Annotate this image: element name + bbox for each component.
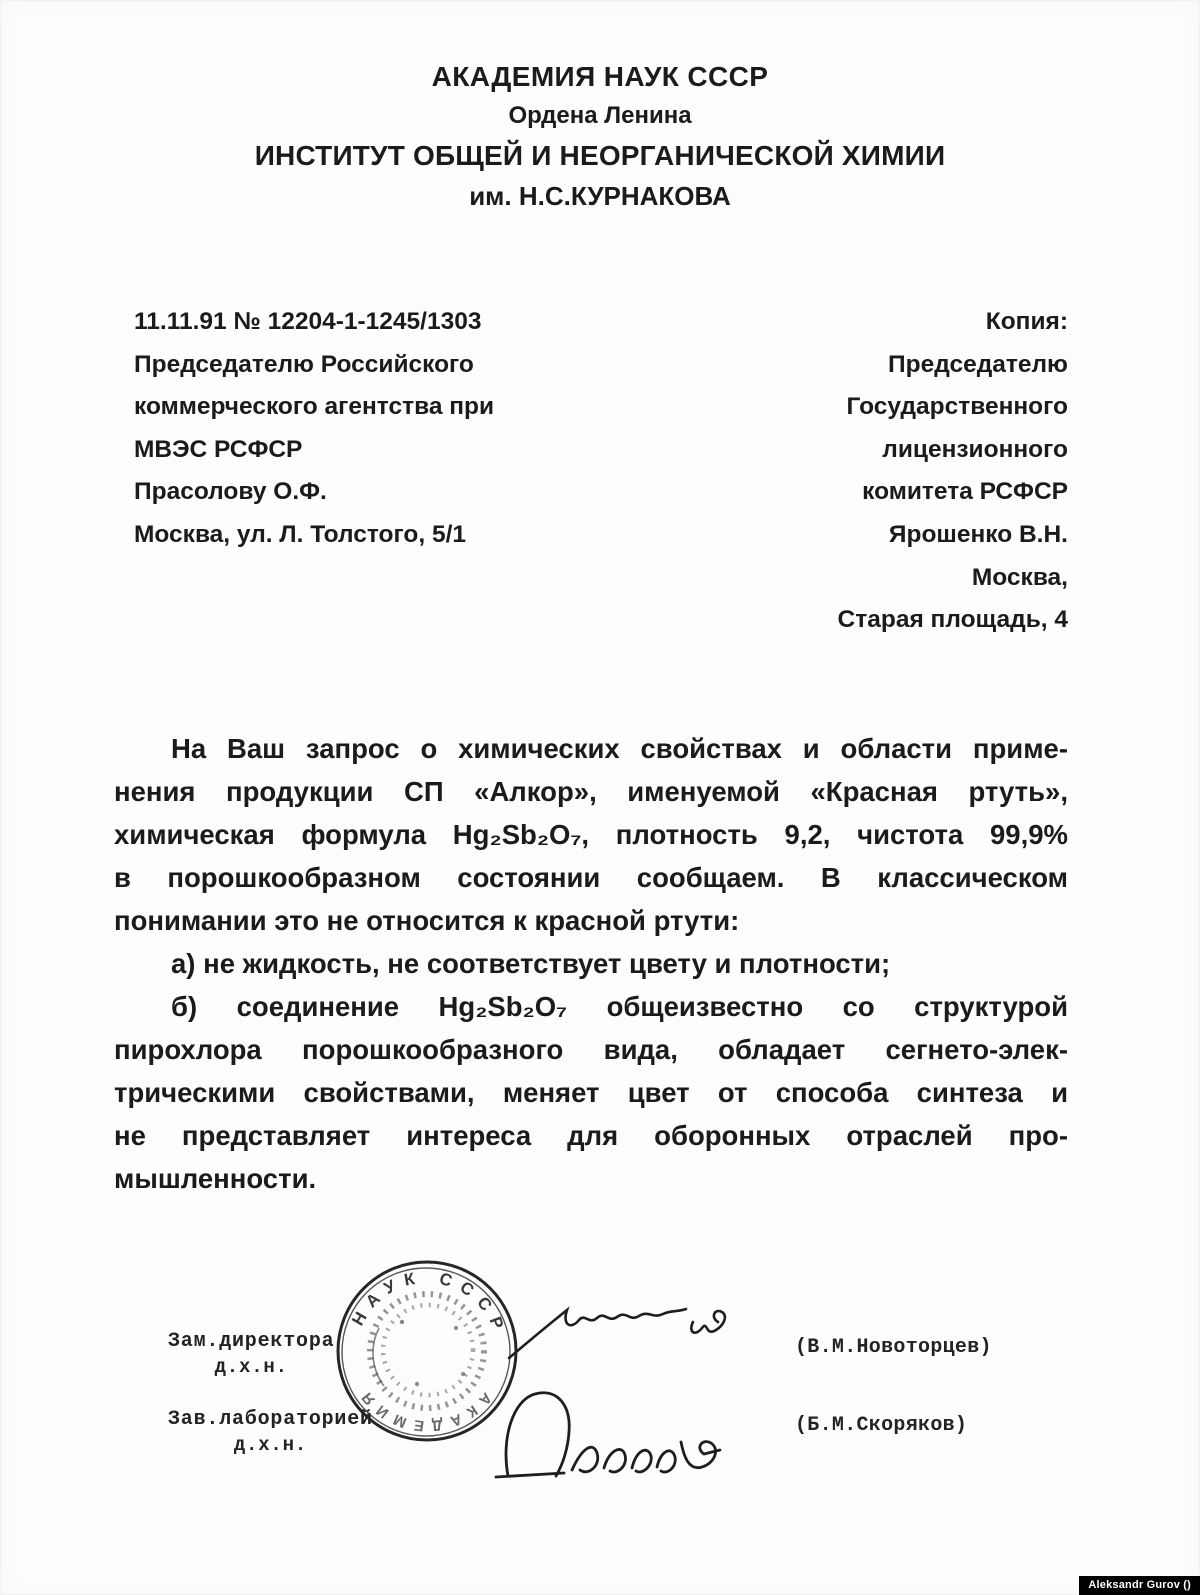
- copy-line: Копия:: [985, 308, 1068, 335]
- signer-title: Зам.директора: [168, 1330, 335, 1353]
- signer-degree: д.х.н.: [214, 1356, 288, 1378]
- body-line: б) соединение Hg₂Sb₂O₇ общеизвестно со структурой: [171, 991, 1068, 1022]
- signer-degree: д.х.н.: [233, 1434, 308, 1456]
- signer-name-skoryakov: (Б.М.Скоряков): [795, 1414, 968, 1437]
- letter-body: [114, 727, 1068, 1200]
- body-line: химическая формула Hg₂Sb₂O₇, плотность 9,2, чистота 99,9%: [114, 819, 1068, 850]
- recipient-line: Прасолову О.Ф.: [134, 478, 327, 506]
- recipient-line: Председателю Российского: [134, 350, 474, 378]
- signature-skoryakov: [492, 1382, 742, 1482]
- letterhead-award: Ордена Ленина: [508, 102, 692, 129]
- copy-line: лицензионного: [882, 435, 1068, 463]
- body-line: понимании это не относится к красной ртути:: [114, 905, 740, 936]
- copy-line: Старая площадь, 4: [837, 606, 1068, 634]
- body-line: пирохлора порошкообразного вида, обладает сегнето-элек-: [114, 1034, 1068, 1065]
- stamp-ring-text-top: НАУК СССР: [348, 1267, 511, 1340]
- recipient-line: коммерческого агентства при: [134, 393, 495, 421]
- credit-badge: Aleksandr Gurov (): [1079, 1576, 1200, 1595]
- signer-title-deputy-director: [168, 1330, 334, 1379]
- reference-number: 11.11.91 № 12204-1-1245/1303: [134, 308, 482, 335]
- recipient-line: МВЭС РСФСР: [134, 435, 303, 463]
- copy-line: комитета РСФСР: [862, 478, 1068, 506]
- copy-line: Москва,: [971, 563, 1068, 591]
- address-row: [134, 301, 1068, 642]
- body-line: в порошкообразном состоянии сообщаем. В классическом: [114, 862, 1068, 893]
- copy-line: Ярошенко В.Н.: [888, 520, 1068, 548]
- signer-name-novotortsev: (В.М.Новоторцев): [795, 1336, 992, 1359]
- copy-block: [838, 301, 1068, 642]
- letterhead: [0, 57, 1200, 216]
- body-line: трическими свойствами, меняет цвет от способа синтеза и: [114, 1077, 1068, 1108]
- letterhead-named-after: им. Н.С.КУРНАКОВА: [469, 181, 731, 211]
- letterhead-institute: ИНСТИТУТ ОБЩЕЙ И НЕОРГАНИЧЕСКОЙ ХИМИИ: [254, 140, 946, 171]
- copy-line: Государственного: [846, 393, 1068, 421]
- body-line: На Ваш запрос о химических свойствах и области приме-: [171, 733, 1068, 764]
- stamp-ring-text-bottom: АКАДЕМИЯ: [354, 1383, 496, 1435]
- letterhead-org: АКАДЕМИЯ НАУК СССР: [431, 61, 769, 92]
- body-line: мышленности.: [114, 1163, 317, 1194]
- body-line: не представляет интереса для оборонных отраслей про-: [114, 1120, 1068, 1151]
- copy-line: Председателю: [888, 350, 1068, 378]
- recipient-line: Москва, ул. Л. Толстого, 5/1: [134, 520, 467, 548]
- body-line: нения продукции СП «Алкор», именуемой «Красная ртуть»,: [114, 776, 1068, 807]
- body-line: а) не жидкость, не соответствует цвету и плотности;: [171, 948, 891, 979]
- signer-title: Зав.лабораторией: [168, 1408, 373, 1431]
- signature-novotortsev: [505, 1292, 735, 1372]
- recipient-block: [134, 301, 494, 642]
